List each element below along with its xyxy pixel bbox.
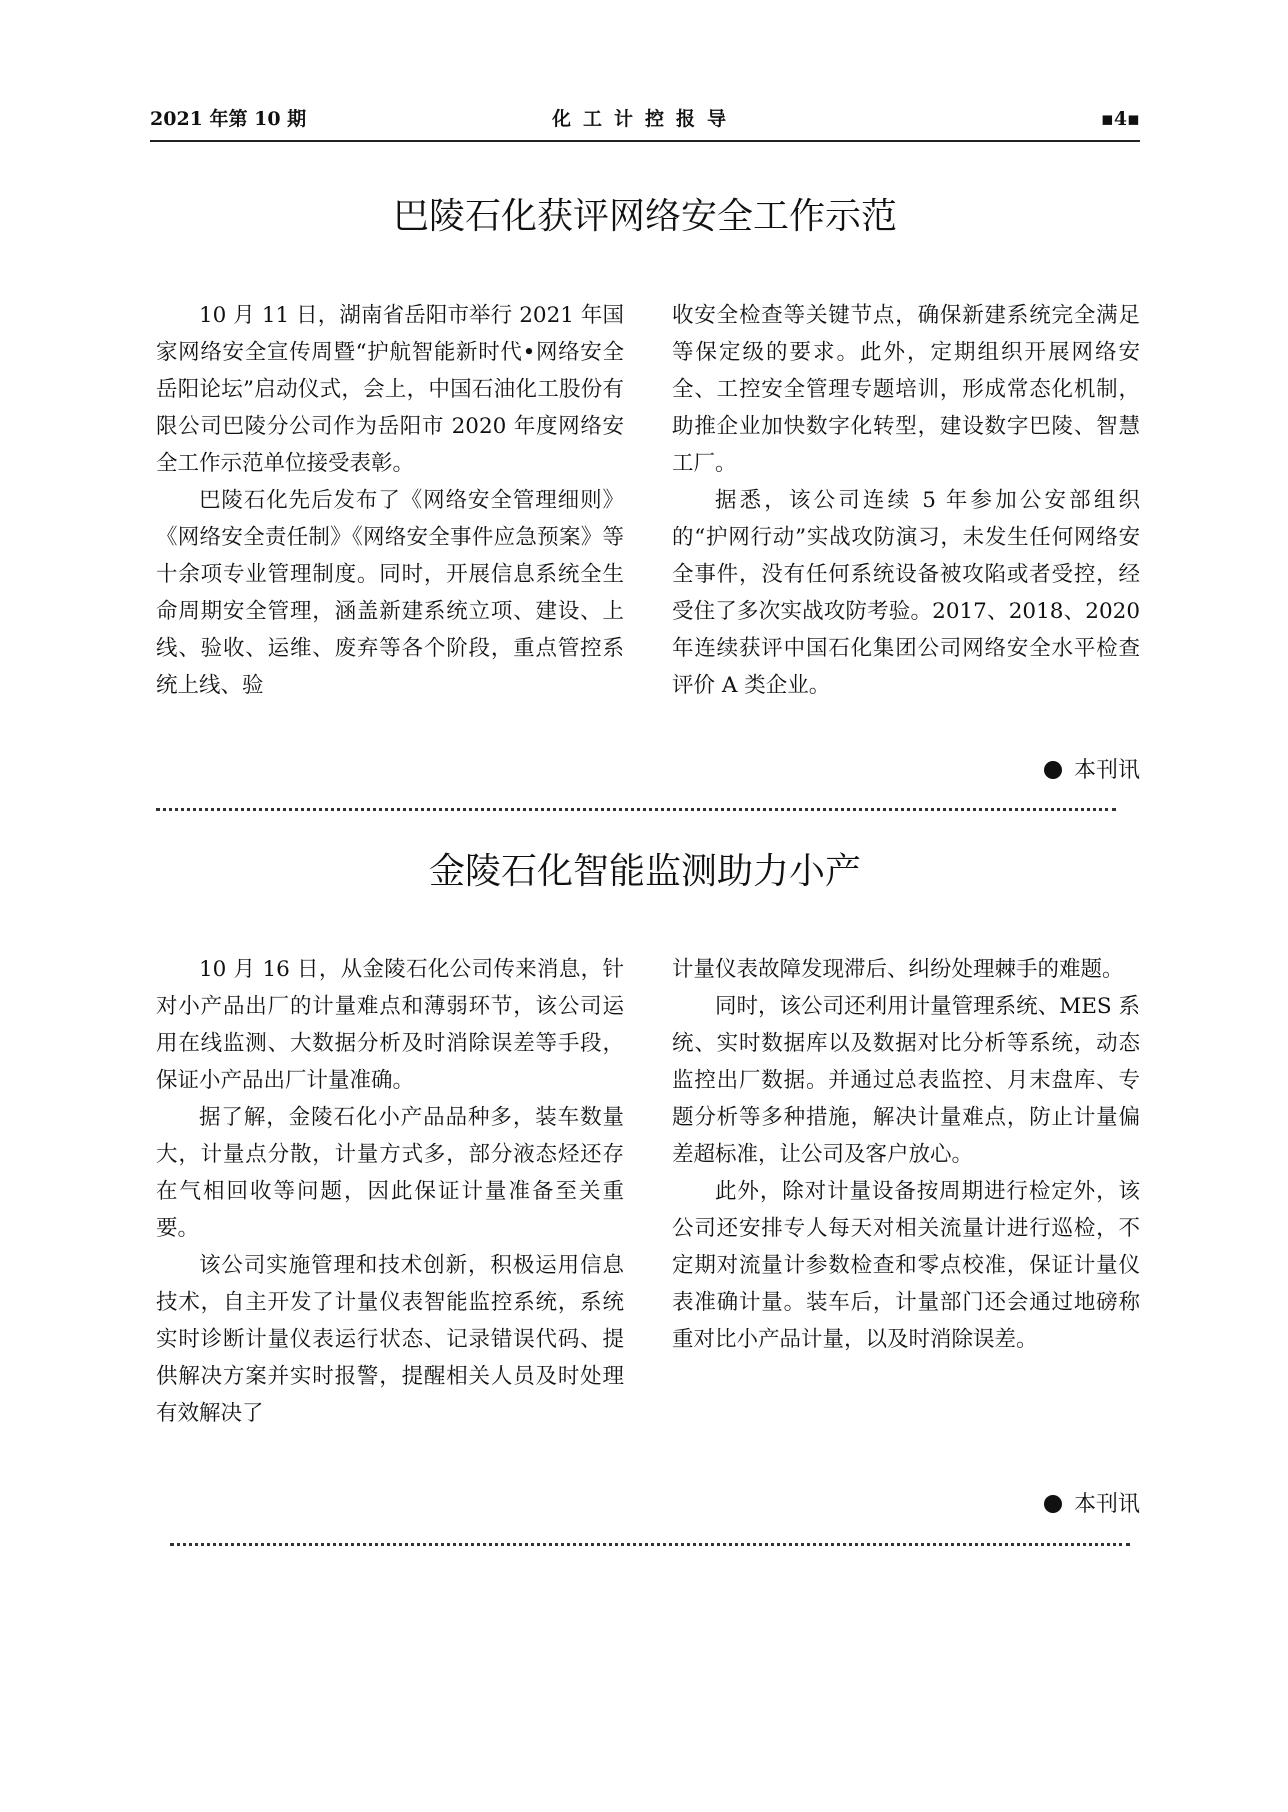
article2-title: 金陵石化智能监测助力小产 (428, 851, 861, 892)
article2-column-right (672, 951, 1140, 1358)
journal-name: 化工计控报导 (551, 108, 738, 130)
article2-credit (1044, 1490, 1140, 1520)
page-header (150, 106, 1140, 142)
article1-credit (1044, 756, 1140, 786)
article1-column-left (156, 297, 624, 704)
bullet-dot-icon (1044, 1495, 1062, 1513)
bullet-dot-icon (1044, 761, 1062, 779)
paragraph: 同时，该公司还利用计量管理系统、MES 系统、实时数据库以及数据对比分析等系统，动态监控出厂数据。并通过总表监控、月末盘库、专题分析等多种措施，解决计量难点，防止计量偏差超标准，让公司及客户放心。 (672, 994, 1140, 1167)
paragraph: 据悉，该公司连续 5 年参加公安部组织的“护网行动”实战攻防演习，未发生任何网络安全事件，没有任何系统设备被攻陷或者受控，经受住了多次实战攻防考验。2017、2018、2020 年连续获评中国石化集团公司网络安全水平检查评价 A 类企业。 (672, 488, 1140, 698)
paragraph: 该公司实施管理和技术创新，积极运用信息技术，自主开发了计量仪表智能监控系统，系统实时诊断计量仪表运行状态、记录错误代码、提供解决方案并实时报警，提醒相关人员及时处理有效解决了 (156, 1253, 624, 1426)
credit-label: 本刊讯 (1073, 758, 1140, 783)
paragraph-continued: 计量仪表故障发现滞后、纠纷处理棘手的难题。 (672, 957, 1124, 982)
dotted-divider (170, 1543, 1130, 1546)
page-number: ▪4▪ (1101, 108, 1140, 130)
paragraph-continued: 收安全检查等关键节点，确保新建系统完全满足等保定级的要求。此外，定期组织开展网络安全、工控安全管理专题培训，形成常态化机制，助推企业加快数字化转型，建设数字巴陵、智慧工厂。 (672, 303, 1140, 476)
dotted-divider (156, 808, 1116, 811)
paragraph: 巴陵石化先后发布了《网络安全管理细则》《网络安全责任制》《网络安全事件应急预案》等十余项专业管理制度。同时，开展信息系统全生命周期安全管理，涵盖新建系统立项、建设、上线、验收、运维、废弃等各个阶段，重点管控系统上线、验 (156, 488, 624, 698)
article1-title: 巴陵石化获评网络安全工作示范 (392, 196, 897, 237)
paragraph: 10 月 16 日，从金陵石化公司传来消息，针对小产品出厂的计量难点和薄弱环节，该公司运用在线监测、大数据分析及时消除误差等手段，保证小产品出厂计量准确。 (156, 957, 624, 1093)
issue-label: 2021 年第 10 期 (150, 108, 307, 130)
credit-label: 本刊讯 (1073, 1492, 1140, 1517)
paragraph: 此外，除对计量设备按周期进行检定外，该公司还安排专人每天对相关流量计进行巡检，不定期对流量计参数检查和零点校准，保证计量仪表准确计量。装车后，计量部门还会通过地磅称重对比小产品计量，以及时消除误差。 (672, 1179, 1140, 1352)
article1-column-right (672, 297, 1140, 704)
paragraph: 据了解，金陵石化小产品品种多，装车数量大，计量点分散，计量方式多，部分液态烃还存在气相回收等问题，因此保证计量准备至关重要。 (156, 1105, 624, 1241)
article2-column-left (156, 951, 624, 1432)
paragraph: 10 月 11 日，湖南省岳阳市举行 2021 年国家网络安全宣传周暨“护航智能新时代•网络安全岳阳论坛”启动仪式，会上，中国石油化工股份有限公司巴陵分公司作为岳阳市 2020 年度网络安全工作示范单位接受表彰。 (156, 303, 624, 476)
